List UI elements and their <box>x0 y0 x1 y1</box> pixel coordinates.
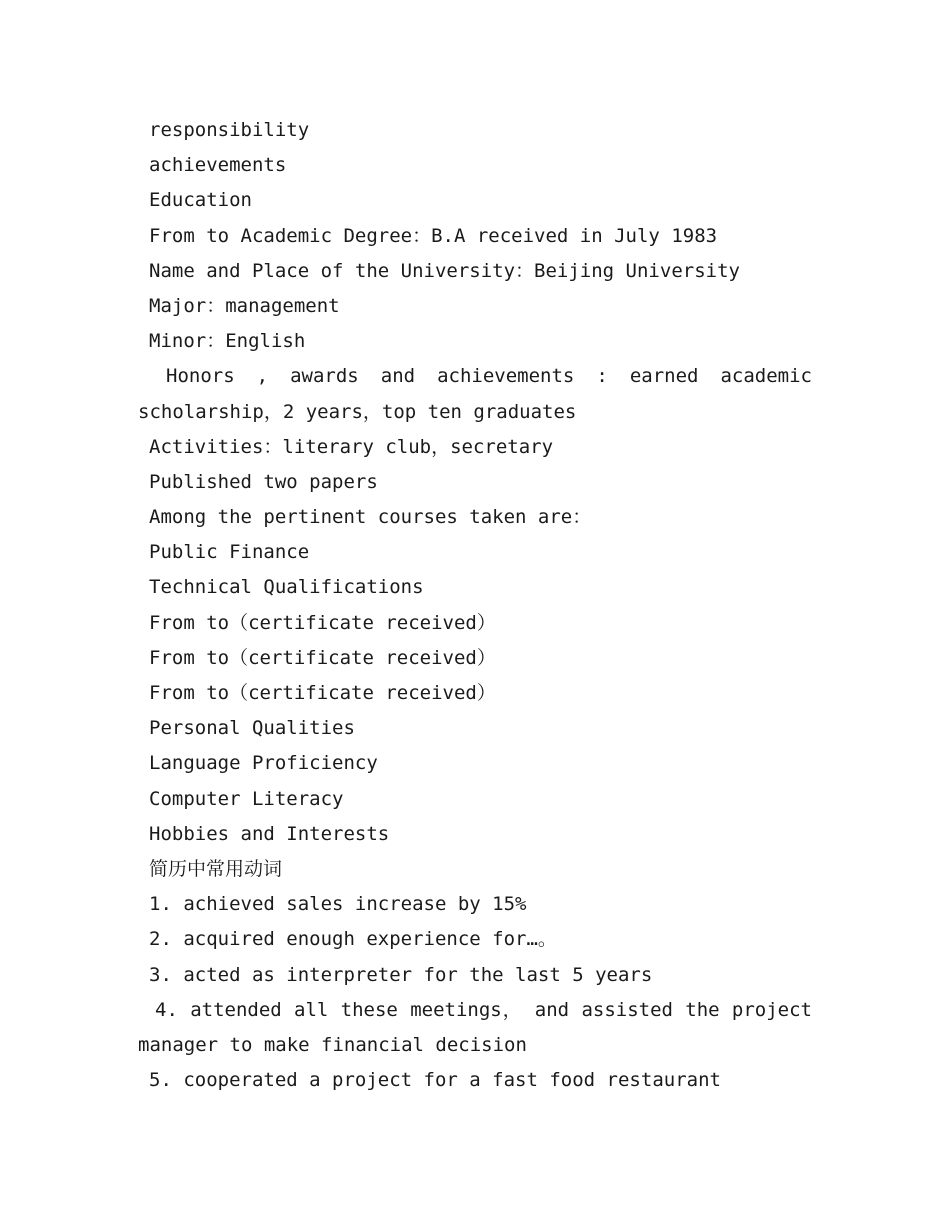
text-line: Published two papers <box>149 470 378 493</box>
resume-text-body <box>138 113 812 1098</box>
verb-item-paragraph: 4. attended all these meetings， and assisted the project manager to make financial decision <box>138 998 812 1056</box>
verb-item: 1. achieved sales increase by 15% <box>149 893 527 916</box>
text-line: responsibility <box>149 119 310 141</box>
text-line: Minor：English <box>149 330 306 353</box>
section-heading-hobbies: Hobbies and Interests <box>149 822 390 845</box>
text-line: From to（certificate received） <box>149 611 496 634</box>
text-line: From to（certificate received） <box>149 646 496 669</box>
text-line: Activities：literary club，secretary <box>149 435 554 458</box>
section-heading-language: Language Proficiency <box>149 752 378 775</box>
text-line: From to Academic Degree：B.A received in July 1983 <box>149 224 718 247</box>
verb-item: 5. cooperated a project for a fast food restaurant <box>149 1069 721 1092</box>
section-heading-technical: Technical Qualifications <box>149 576 424 599</box>
text-line: Major：management <box>149 294 340 317</box>
text-line: Name and Place of the University：Beijing University <box>149 259 740 282</box>
verbs-heading: 简历中常用动词 <box>149 857 283 880</box>
verb-item: 3. acted as interpreter for the last 5 years <box>149 963 653 986</box>
section-heading-personal: Personal Qualities <box>149 717 355 740</box>
section-heading-computer: Computer Literacy <box>149 787 344 810</box>
section-heading-education: Education <box>149 189 252 212</box>
text-line: From to（certificate received） <box>149 682 496 705</box>
verb-item: 2. acquired enough experience for…。 <box>149 928 557 951</box>
honors-paragraph: Honors , awards and achievements : earned academic scholarship，2 years，top ten graduates <box>138 365 812 423</box>
text-line: Among the pertinent courses taken are： <box>149 506 592 529</box>
text-line: Public Finance <box>149 541 310 564</box>
text-line: achievements <box>149 154 287 177</box>
